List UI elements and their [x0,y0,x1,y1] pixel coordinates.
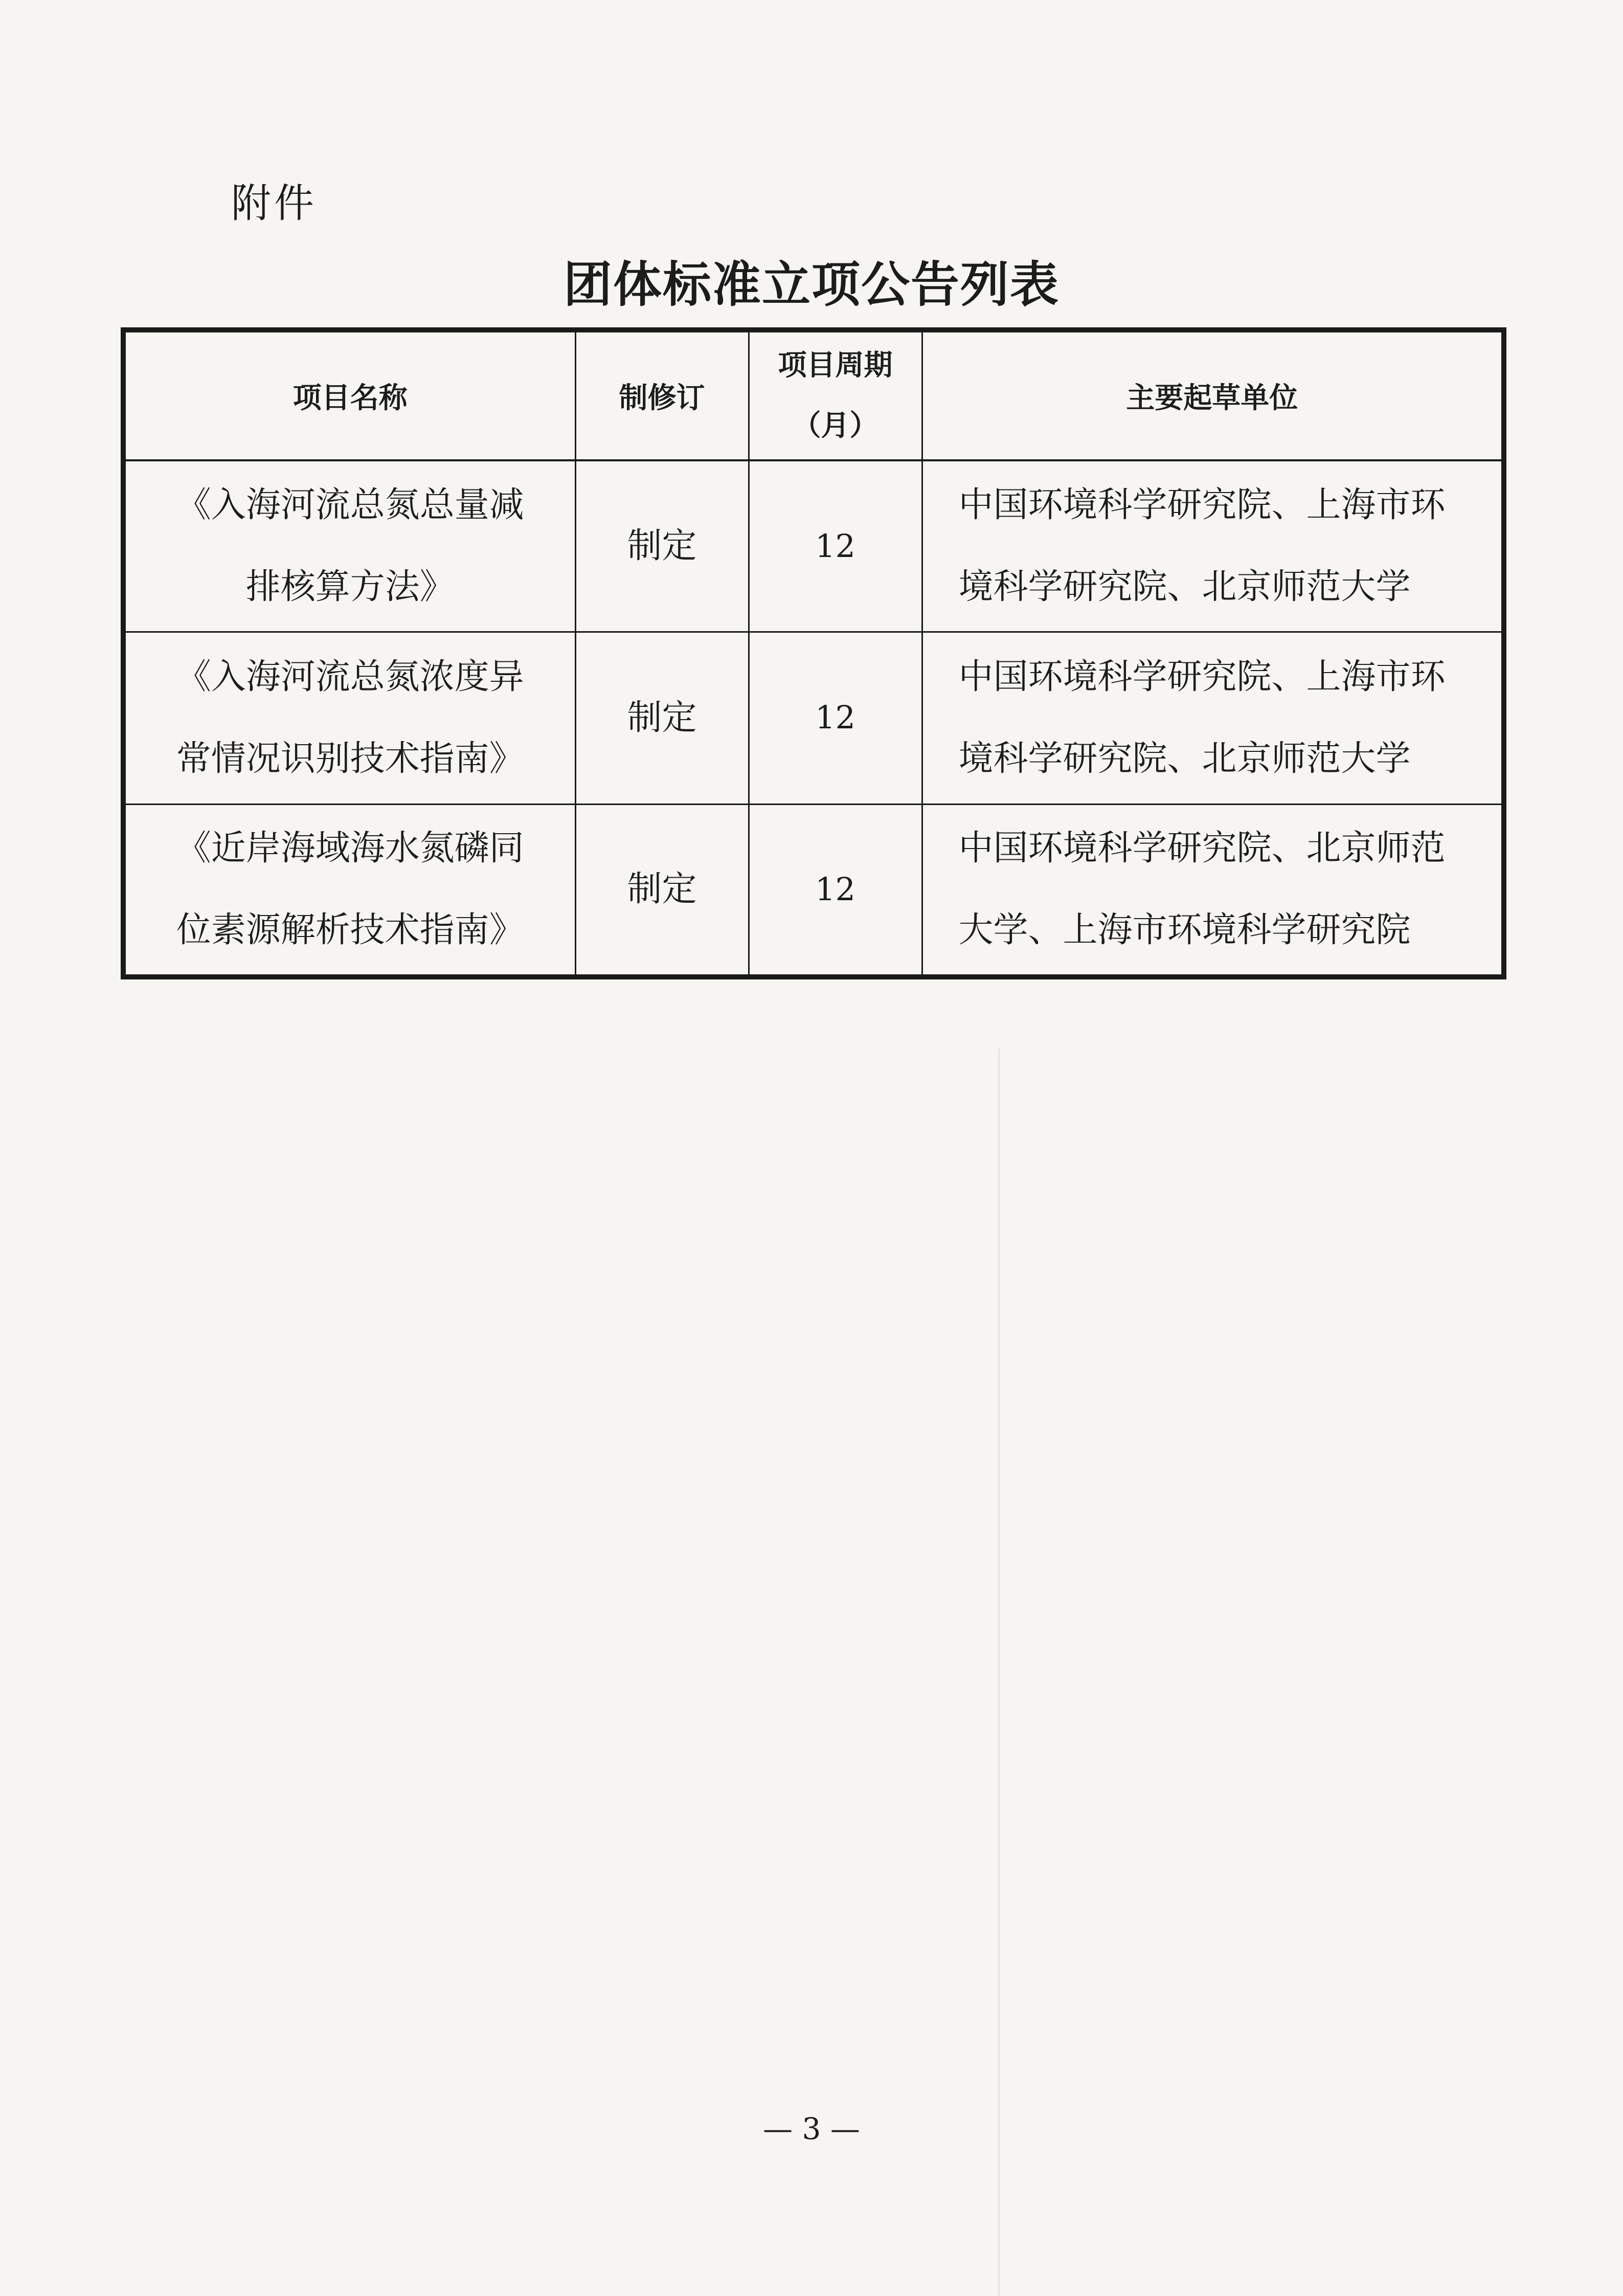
standards-table [121,327,1506,979]
header-project-name-label: 项目名称 [292,382,408,415]
cell-period-months: 12 [749,460,922,632]
table-row [123,460,1504,632]
cell-revision-type: 制定 [575,804,749,977]
attachment-label: 附件 [231,181,318,227]
cell-project-name: 《近岸海域海水氮磷同位素源解析技术指南》 [123,804,575,977]
scan-artifact-line [998,1049,1000,2296]
cell-period-months: 12 [749,804,922,977]
header-project-period-line1: 项目周期 [778,349,893,382]
cell-period-months: 12 [749,632,922,804]
header-revision-type [575,330,749,460]
header-project-name [123,330,575,460]
header-drafting-units [922,330,1504,460]
cell-drafting-units: 中国环境科学研究院、北京师范大学、上海市环境科学研究院 [922,804,1504,977]
cell-drafting-units: 中国环境科学研究院、上海市环境科学研究院、北京师范大学 [922,632,1504,804]
cell-project-name: 《入海河流总氮浓度异常情况识别技术指南》 [123,632,575,804]
cell-revision-type: 制定 [575,460,749,632]
table-row [123,632,1504,804]
page-title: 团体标准立项公告列表 [563,256,1060,313]
page-number: — 3 — [763,2111,860,2146]
cell-project-name: 《入海河流总氮总量减排核算方法》 [123,460,575,632]
header-revision-type-label: 制修订 [619,382,705,415]
header-project-period [749,330,922,460]
header-project-period-line2: （月） [792,409,878,442]
header-drafting-units-label: 主要起草单位 [1126,382,1298,415]
table-header-row [123,330,1504,460]
table-row [123,804,1504,977]
cell-drafting-units: 中国环境科学研究院、上海市环境科学研究院、北京师范大学 [922,460,1504,632]
cell-revision-type: 制定 [575,632,749,804]
